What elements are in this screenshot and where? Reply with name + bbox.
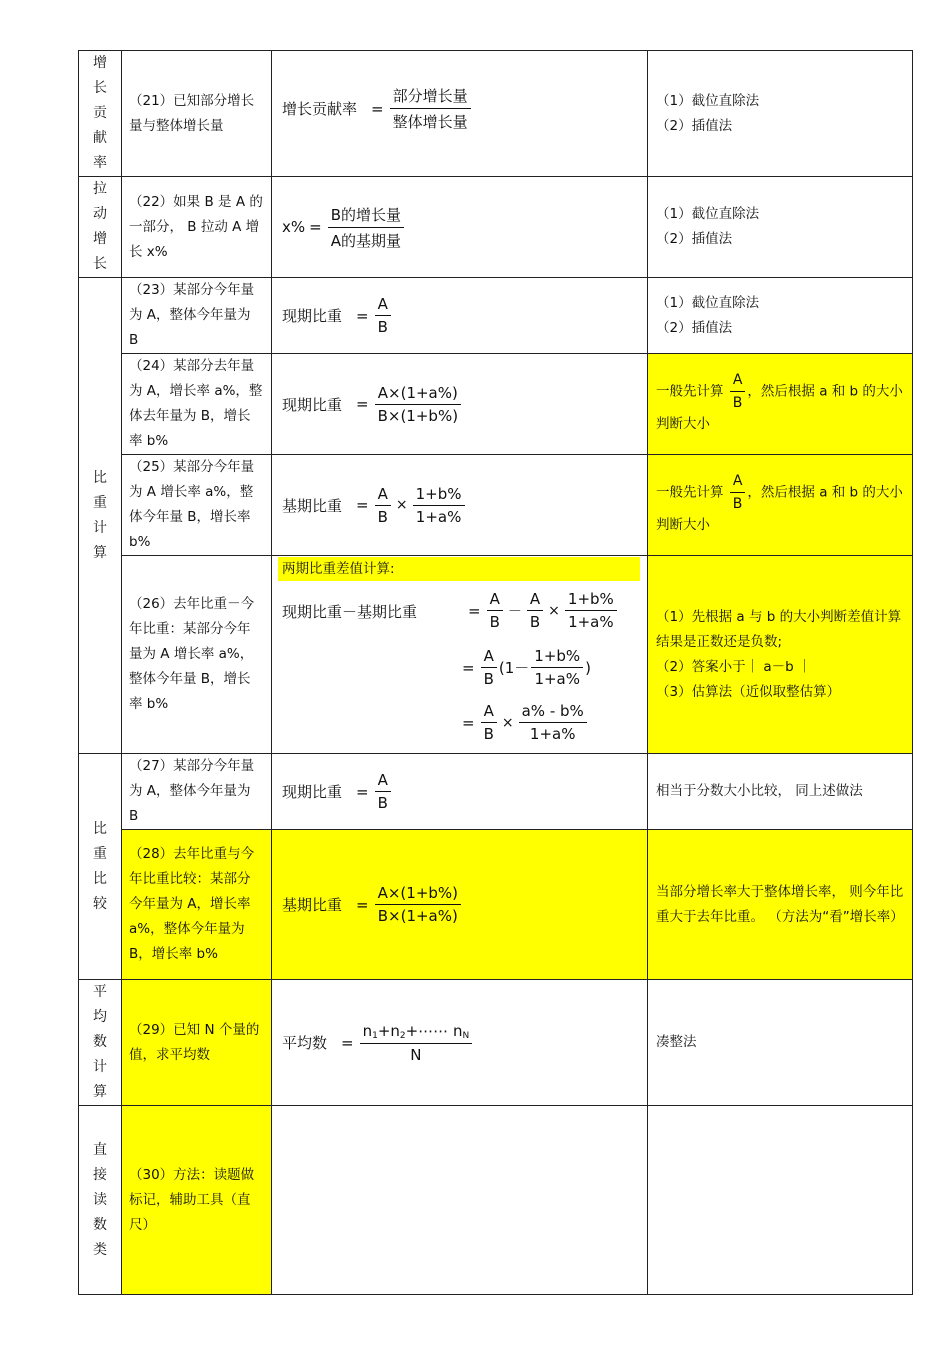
formula-cell: 现期比重 = $\frac{A\times(1+a\%)}{B\times(1+b\%)}$ bbox=[272, 354, 648, 455]
formula-cell: 基期比重 = $\frac{A}{B}$ × $\frac{1+b\%}{1+a\%}$ bbox=[272, 455, 648, 556]
method-cell: 一般先计算 $\frac{A}{B}$ ，然后根据 a 和 b 的大小判断大小 bbox=[648, 455, 913, 556]
category-cell: 平均数计算 bbox=[79, 980, 122, 1106]
table-row bbox=[79, 830, 913, 980]
table-row bbox=[79, 980, 913, 1106]
formula-cell: 平均数 = $\frac{n1+n2+\cdots\cdots nN}{N}$ bbox=[272, 980, 648, 1106]
condition-cell: （26）去年比重－今年比重：某部分今年量为 A 增长率 a%，整体今年量 B，增长率 b% bbox=[122, 556, 272, 754]
table-row bbox=[79, 455, 913, 556]
condition-cell: （27）某部分今年量为 A，整体今年量为 B bbox=[122, 754, 272, 830]
method-cell: （1）截位直除法 （2）插值法 bbox=[648, 177, 913, 278]
category-cell: 拉动增长 bbox=[79, 177, 122, 278]
condition-cell: （28）去年比重与今年比重比较：某部分今年量为 A，增长率 a%，整体今年量为 B，增长率 b% bbox=[122, 830, 272, 980]
formula-cell: 基期比重 = $\frac{A\times(1+b\%)}{B\times(1+a\%)}$ bbox=[272, 830, 648, 980]
method-cell: （1）截位直除法 （2）插值法 bbox=[648, 51, 913, 177]
condition-cell: （24）某部分去年量为 A，增长率 a%，整体去年量为 B，增长率 b% bbox=[122, 354, 272, 455]
condition-cell: （22）如果 B 是 A 的一部分， B 拉动 A 增长 x% bbox=[122, 177, 272, 278]
table-row bbox=[79, 556, 913, 754]
condition-cell: （21）已知部分增长量与整体增长量 bbox=[122, 51, 272, 177]
formula-cell: 增长贡献率 = $\frac{\text{部分增长量}}{\text{整体增长量}}$ bbox=[272, 51, 648, 177]
formula-cell: 两期比重差值计算: 现期比重－基期比重 = $\frac{A}{B}$ － $\frac{A}{B}$ × $\frac{1+b\%}{1+a\%}$ = $\frac{A}{B}$ (1－ $\frac{1+b\%}{1+a\%}$ ) = $\frac{A}{B}$ × $\frac{a\% - b\%}{1+a\%}$ bbox=[272, 556, 648, 754]
table-row bbox=[79, 278, 913, 354]
method-cell: 当部分增长率大于整体增长率， 则今年比重大于去年比重。 （方法为“看”增长率） bbox=[648, 830, 913, 980]
formula-cell bbox=[272, 1106, 648, 1295]
condition-cell: （23）某部分今年量为 A，整体今年量为 B bbox=[122, 278, 272, 354]
method-cell: 一般先计算 $\frac{A}{B}$ ，然后根据 a 和 b 的大小判断大小 bbox=[648, 354, 913, 455]
condition-cell: （25）某部分今年量为 A 增长率 a%，整体今年量 B，增长率 b% bbox=[122, 455, 272, 556]
table-row bbox=[79, 51, 913, 177]
method-cell: （1）截位直除法 （2）插值法 bbox=[648, 278, 913, 354]
category-cell: 比重比较 bbox=[79, 754, 122, 980]
formula-cell: 现期比重 = $\frac{A}{B}$ bbox=[272, 754, 648, 830]
table-row bbox=[79, 354, 913, 455]
condition-cell: （29）已知 N 个量的值，求平均数 bbox=[122, 980, 272, 1106]
method-cell: （1）先根据 a 与 b 的大小判断差值计算结果是正数还是负数; （2）答案小于｜ a－b ｜ （3）估算法（近似取整估算） bbox=[648, 556, 913, 754]
method-cell: 凑整法 bbox=[648, 980, 913, 1106]
table-row bbox=[79, 1106, 913, 1295]
formula-cell: x% = $\frac{\text{B的增长量}}{\text{A的基期量}}$ bbox=[272, 177, 648, 278]
category-cell: 直接读数类 bbox=[79, 1106, 122, 1295]
category-cell: 增长贡献率 bbox=[79, 51, 122, 177]
table-row bbox=[79, 754, 913, 830]
category-cell: 比重计算 bbox=[79, 278, 122, 754]
formula-table bbox=[78, 50, 913, 1295]
method-cell bbox=[648, 1106, 913, 1295]
formula-cell: 现期比重 = $\frac{A}{B}$ bbox=[272, 278, 648, 354]
highlight-tag: 两期比重差值计算: bbox=[278, 557, 640, 581]
method-cell: 相当于分数大小比较， 同上述做法 bbox=[648, 754, 913, 830]
condition-cell: （30）方法：读题做标记，辅助工具（直尺） bbox=[122, 1106, 272, 1295]
table-row bbox=[79, 177, 913, 278]
